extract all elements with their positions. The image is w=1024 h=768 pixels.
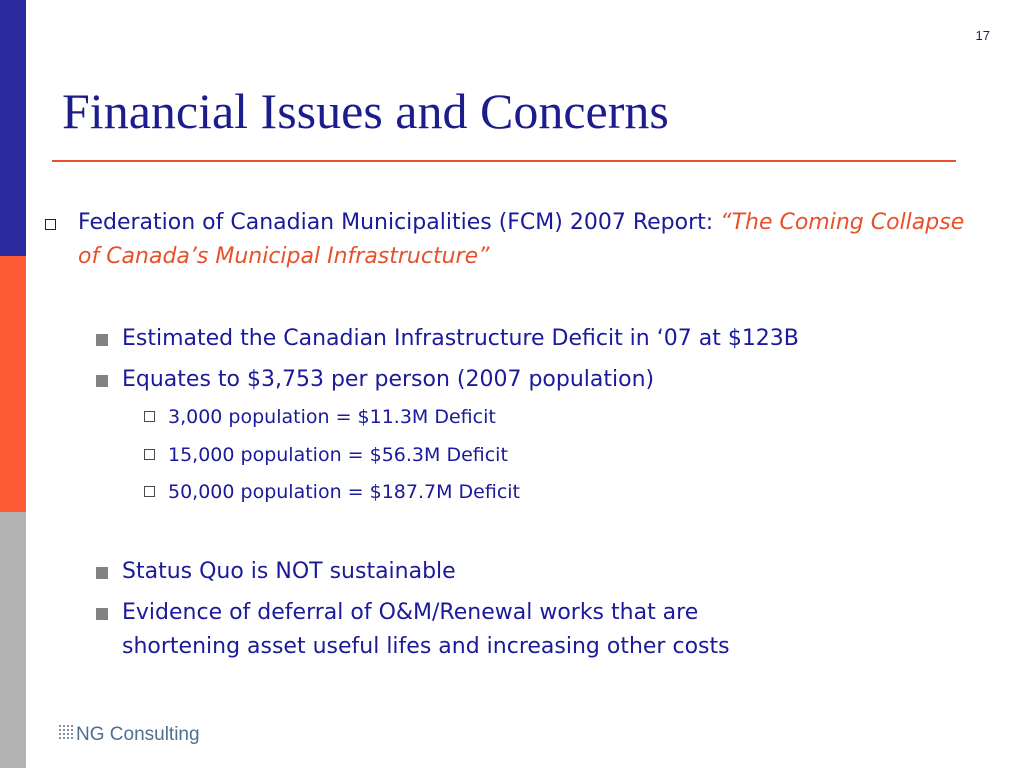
bullet-fcm-report — [42, 206, 992, 274]
side-bar-orange — [0, 256, 26, 512]
solid-square-bullet-icon — [96, 567, 108, 579]
bullet-status-quo — [94, 555, 1024, 589]
logo-text: NG Consulting — [76, 724, 200, 745]
ng-consulting-logo — [58, 720, 248, 746]
sub-bullet-text: 3,000 population = $11.3M Deficit — [168, 406, 496, 428]
sub-bullet-50000 — [142, 478, 942, 506]
sub-bullet-3000 — [142, 403, 942, 431]
sub-bullet-15000 — [142, 441, 942, 469]
bullet-evidence — [94, 596, 1024, 664]
bullet-evidence-line1: Evidence of deferral of O&M/Renewal works that are — [122, 600, 699, 625]
bullet-evidence-line2: shortening asset useful lifes and increasing other costs — [122, 634, 730, 659]
bullet-status-quo-text: Status Quo is NOT sustainable — [122, 559, 456, 584]
sub-bullet-text: 50,000 population = $187.7M Deficit — [168, 481, 521, 503]
hollow-square-bullet-icon — [144, 449, 155, 460]
dot-grid-logo-icon — [58, 720, 248, 746]
bullet-equates — [94, 363, 1024, 397]
title-divider — [52, 160, 956, 162]
fcm-intro-text: Federation of Canadian Municipalities (FCM) 2007 Report: — [78, 210, 721, 235]
bullet-estimated-text: Estimated the Canadian Infrastructure Deficit in ‘07 at $123B — [122, 326, 799, 351]
bullet-equates-text: Equates to $3,753 per person (2007 population) — [122, 367, 655, 392]
sub-bullet-text: 15,000 population = $56.3M Deficit — [168, 444, 508, 466]
side-bar-blue — [0, 0, 26, 256]
bullet-fcm-text — [78, 206, 992, 274]
hollow-square-bullet-icon — [144, 486, 155, 497]
bullet-estimated-deficit — [94, 322, 1024, 356]
solid-square-bullet-icon — [96, 608, 108, 620]
hollow-square-bullet-icon — [45, 219, 56, 230]
page-number: 17 — [975, 28, 990, 43]
hollow-square-bullet-icon — [144, 411, 155, 422]
solid-square-bullet-icon — [96, 375, 108, 387]
side-bar-gray — [0, 512, 26, 768]
report-title-text: “The Coming Collapse of Canada’s Municipal Infrastructure” — [78, 210, 965, 269]
solid-square-bullet-icon — [96, 334, 108, 346]
slide-title: Financial Issues and Concerns — [62, 83, 669, 139]
